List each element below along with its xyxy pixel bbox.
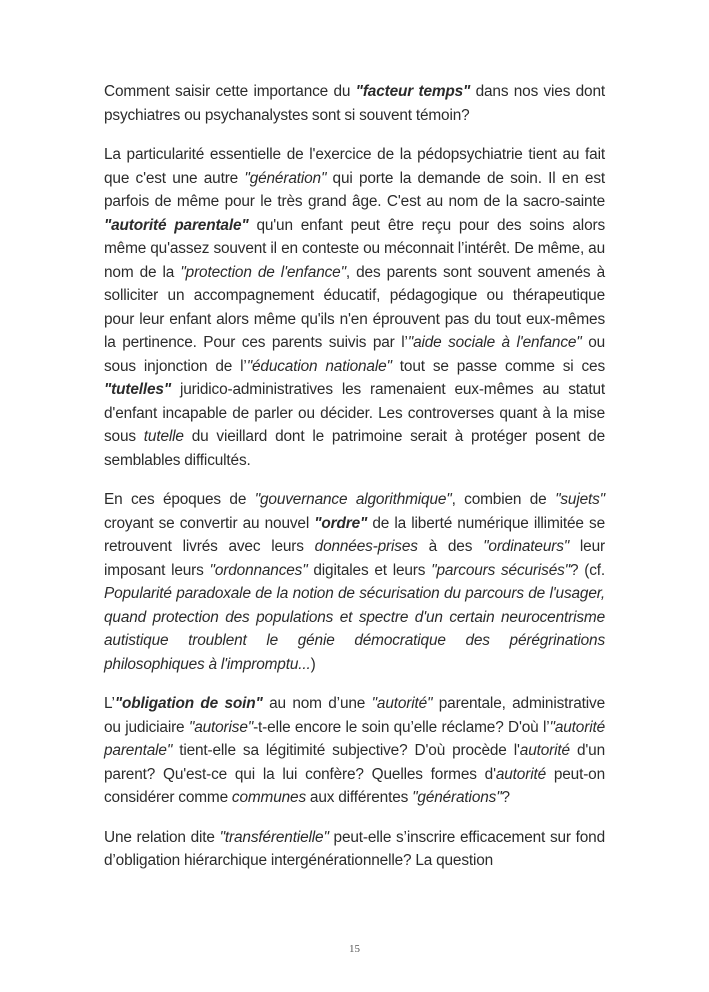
body-text bbox=[104, 80, 605, 873]
text-run: aux différentes bbox=[306, 789, 413, 806]
italic-text-run: "sujets" bbox=[555, 491, 605, 508]
italic-text-run: "aide sociale à l'enfance" bbox=[407, 334, 582, 351]
italic-text-run: communes bbox=[231, 789, 306, 806]
italic-text-run: autorité bbox=[495, 765, 546, 783]
text-run: En ces époques de bbox=[104, 491, 255, 508]
text-run: croyant se convertir au nouvel bbox=[104, 514, 315, 532]
text-run: leur imposant leurs bbox=[104, 538, 605, 579]
italic-text-run: tutelle bbox=[143, 428, 184, 445]
italic-text-run: "autorité parentale" bbox=[104, 718, 605, 759]
paragraph-gouvernance-algorithmique bbox=[104, 488, 605, 676]
text-run: peut-on considérer comme bbox=[104, 765, 605, 806]
italic-text-run: "autorise" bbox=[188, 718, 254, 736]
text-run: ? bbox=[501, 789, 510, 806]
italic-text-run: autorité bbox=[519, 742, 570, 759]
bold-italic-text-run: "ordre" bbox=[314, 514, 368, 532]
italic-text-run: "génération" bbox=[244, 169, 327, 187]
text-run: Une relation dite bbox=[104, 828, 220, 846]
italic-text-run: "ordinateurs" bbox=[483, 538, 570, 555]
text-run: qu'un enfant peut être reçu pour des soins alors même qu'assez souvent il en conteste ou méconnait l’intérêt. De même, au nom de la bbox=[104, 216, 605, 281]
text-run: ou sous injonction de l’ bbox=[104, 334, 606, 375]
text-run: La particularité essentielle de l'exercice de la pédopsychiatrie tient au fait que c'est une autre bbox=[104, 146, 605, 187]
paragraph-relation-transferentielle bbox=[104, 826, 605, 873]
text-run: , combien de bbox=[451, 491, 556, 508]
text-run: peut-elle s’inscrire efficacement sur fond d’obligation hiérarchique intergénérationnelle? La question bbox=[104, 828, 605, 869]
bold-italic-text-run: "autorité parentale" bbox=[104, 216, 249, 234]
bold-italic-text-run: "tutelles" bbox=[104, 381, 171, 398]
text-run: parentale, administrative ou judiciaire bbox=[104, 695, 605, 736]
bold-italic-text-run: "facteur temps" bbox=[355, 83, 471, 100]
text-run: dans nos vies dont psychiatres ou psychanalystes sont si souvent témoin? bbox=[104, 83, 606, 124]
text-run: digitales et leurs bbox=[307, 561, 432, 579]
paragraph-obligation-de-soin bbox=[104, 692, 605, 810]
italic-text-run: données-prises bbox=[314, 538, 418, 555]
text-run: au nom d’une bbox=[262, 695, 372, 712]
text-run: tient-elle sa légitimité subjective? D'où procède l' bbox=[172, 742, 520, 759]
bold-italic-text-run: "obligation de soin" bbox=[114, 695, 263, 712]
italic-text-run: "éducation nationale" bbox=[246, 357, 392, 375]
text-run: juridico-administratives les ramenaient eux-mêmes au statut d'enfant incapable de parler ou décider. Les controverses quant à la mise sous bbox=[104, 381, 605, 445]
italic-text-run: Popularité paradoxale de la notion de sécurisation du parcours de l'usager, quand protection des populations et spectre d'un certain neurocentrisme autistique troublent le génie démocratique des pérégrinations philosophiques à l'impromptu... bbox=[104, 585, 605, 673]
italic-text-run: "autorité" bbox=[371, 695, 433, 712]
page-number: 15 bbox=[349, 943, 360, 955]
italic-text-run: "parcours sécurisés" bbox=[431, 561, 570, 579]
paragraph-pedopsychiatrie bbox=[104, 143, 605, 472]
text-run: qui porte la demande de soin. Il en est parfois de même pour le très grand âge. C'est au nom de la sacro-sainte bbox=[104, 169, 606, 210]
text-run: Comment saisir cette importance du bbox=[104, 83, 356, 100]
text-run: de la liberté numérique illimitée se retrouvent livrés avec leurs bbox=[104, 514, 605, 555]
italic-text-run: "gouvernance algorithmique" bbox=[254, 491, 452, 508]
italic-text-run: "transférentielle" bbox=[219, 828, 329, 846]
text-run: à des bbox=[417, 538, 484, 555]
text-run: tout se passe comme si ces bbox=[391, 357, 606, 375]
italic-text-run: "protection de l'enfance" bbox=[180, 263, 346, 281]
text-run: du vieillard dont le patrimoine serait à protéger posent de semblables difficultés. bbox=[104, 428, 605, 469]
text-run: d'un parent? Qu'est-ce qui la lui confère? Quelles formes d' bbox=[104, 742, 605, 783]
italic-text-run: "ordonnances" bbox=[209, 561, 308, 579]
text-run: -t-elle encore le soin qu’elle réclame? D'où l’ bbox=[253, 718, 550, 736]
text-run: ) bbox=[310, 655, 316, 673]
text-run: , des parents sont souvent amenés à solliciter un accompagnement éducatif, pédagogique ou thérapeutique pour leur enfant alors même qu'ils n'en éprouvent pas du tout eux-mêmes la pertinence. Pour ces parents suivis par l’ bbox=[104, 263, 605, 351]
text-run: L’ bbox=[104, 695, 115, 712]
text-run: ? (cf. bbox=[569, 561, 606, 579]
italic-text-run: "générations" bbox=[412, 789, 502, 806]
paragraph-facteur-temps bbox=[104, 80, 605, 127]
